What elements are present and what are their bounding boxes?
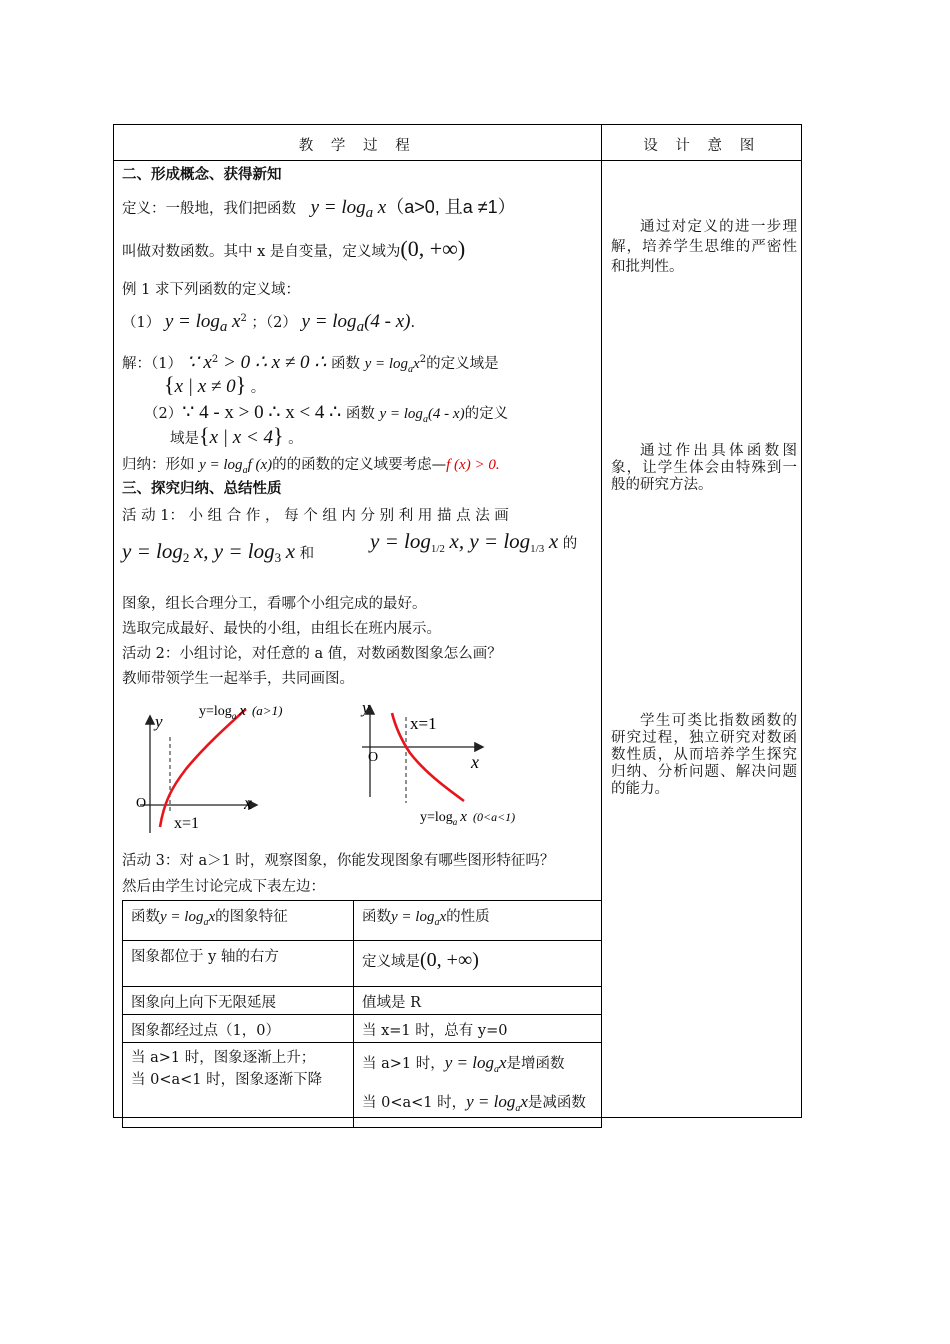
table-header-row [123,901,602,941]
solution1-func-var: x [413,356,420,372]
act1-f2-sub: 3 [274,549,282,565]
table-row [123,1015,602,1043]
activity1-formulas-2 [370,529,577,555]
summary-arg: f (x) [247,457,273,473]
header-design-intent: 设 计 意 图 [643,138,761,154]
graph2-func-base: y=log [420,810,453,825]
header-right-var: x [439,909,447,925]
graph1-func-base: y=log [199,704,232,719]
graph2-line-label: x=1 [410,714,437,733]
solution-label: 解：（1） [122,356,182,372]
brace-close: } [235,372,247,397]
graph1-origin: O [136,796,147,811]
header-right-sub: a [434,916,440,928]
example1-var: x [232,311,241,332]
act1-and: 和 [299,546,315,562]
solution2-math: ∵ 4 - x > 0 ∴ x < 4 ∴ [182,402,342,423]
definition-line [122,193,516,222]
design-note-3: 学生可类比指数函数的研究过程，独立研究对数函数性质，从而培养学生探究归纳、分析问题、解决问题的能力。 [611,713,797,797]
definition-condition: （a>0, 且a ≠1） [386,197,516,217]
graph2-func-var: x [460,809,467,825]
example2-arg: (4 - x) [364,311,411,332]
solution2-func-sub: a [422,413,428,425]
summary-line [122,453,500,476]
last-right2-suffix: 是减函数 [527,1094,586,1111]
last-left-line2: 当 0<a<1 时，图象逐渐下降 [131,1072,323,1088]
activity3-line1: 活动 3：对 a＞1 时，观察图象，你能发现图象有哪些图形特征吗？ [122,853,555,869]
last-right1-suffix: 是增函数 [506,1056,565,1072]
design-note-1: 通过对定义的进一步理解，培养学生思维的严密性和批判性。 [611,219,797,275]
solution1-tail: 的定义域是 [426,356,499,372]
act1-f1-sub: 2 [182,549,190,565]
activity1-line4: 选取完成最好、最快的小组，由组长在班内展示。 [122,621,441,637]
activity3-line2: 然后由学生讨论完成下表左边： [122,879,325,895]
act1-de: 的 [562,536,578,552]
solution1-func-sup: 2 [419,354,427,366]
summary-condition: f (x) > 0. [446,457,500,473]
example2-end: . [410,315,416,331]
act1-f4-sub: 1/3 [530,542,545,555]
example1-sub: a [219,318,228,335]
last-right1-prefix: 当 a>1 时， [362,1056,445,1072]
activity1-line3: 图象，组长合理分工，看哪个小组完成的最好。 [122,596,427,612]
graph2-y-label: y [362,698,370,717]
solution1-rest: > 0 ∴ x ≠ 0 ∴ [218,352,327,373]
graph-log-increasing [126,697,326,837]
header-left-suffix: 的图象特征 [215,909,288,925]
graph2-x-label: x [471,752,479,772]
graph1-func-sub: a [231,711,237,721]
example2-formula: y = log [301,311,357,332]
last-right1-formula: y = log [444,1053,494,1072]
example2-sub: a [356,318,365,335]
table-cell-left: 图象都经过点（1，0） [123,1015,354,1043]
table-row [123,987,602,1015]
act1-f1: y = log [122,539,183,563]
definition-sub: a [365,204,374,221]
solution2-tail: 的定义 [464,406,509,422]
activity1-line1: 活 动 1： 小 组 合 作 ， 每 个 组 内 分 别 利 用 描 点 法 画 [122,508,509,524]
example1-sup: 2 [240,313,247,325]
table-cell-left: 图象向上向下无限延展 [123,987,354,1015]
last-right-line1 [362,1047,599,1086]
design-note-2: 通过作出具体函数图象，让学生体会由特殊到一般的研究方法。 [611,443,797,493]
solution1-set: x | x ≠ 0 [174,376,236,397]
act1-f2-var: x [285,539,296,563]
header-left-var: x [208,909,216,925]
lesson-table [113,124,802,1118]
header-left-formula: y = log [160,909,204,925]
section3-title: 三、探究归纳、总结性质 [122,480,282,497]
solution2-line2 [170,423,303,449]
definition-var: x [377,197,387,218]
solution2-func: y = log [379,406,423,422]
solution1-text: 函数 [330,356,360,372]
example1-formula: y = log [164,311,220,332]
solution2-set: x | x < 4 [209,427,273,448]
activity1-formulas [122,539,314,566]
table-cell-right: 当 x=1 时，总有 y=0 [354,1015,602,1043]
example-functions [122,311,415,336]
table-cell-left [123,1043,354,1128]
solution1-func-sub: a [408,363,414,375]
domain-value: (0, +∞) [400,236,466,261]
last-right1-var: x [499,1053,507,1072]
summary-prefix: 归纳：形如 [122,457,195,473]
graph2-func-cond: (0<a<1) [472,810,516,824]
row0-right-math: (0, +∞) [420,949,479,971]
graph1-x-label: x [244,793,252,813]
definition-formula: y = log [310,197,366,218]
graph1-curve [160,709,246,827]
last-right2-formula: y = log [466,1091,516,1111]
last-right-line2 [362,1086,599,1125]
act1-f3: y = log [370,529,431,553]
example1-label: （1） [122,315,161,331]
last-left-line1: 当 a>1 时，图象逐渐上升； [131,1050,316,1066]
table-cell-right [354,941,602,987]
example-title: 例 1 求下列函数的定义域： [122,282,300,298]
graph1-func-label [199,703,282,721]
row0-right-prefix: 定义域是 [362,954,420,970]
summary-sub: a [242,464,248,476]
graph2-origin: O [368,750,379,765]
summary-formula: y = log [199,457,243,473]
section2-title: 二、形成概念、获得新知 [122,166,282,183]
solution2-line2-text: 域是 [170,431,199,447]
header-left-sub: a [203,916,209,928]
graph1-func-var: x [239,703,246,719]
graph2-func-sub: a [452,817,458,827]
table-row [123,941,602,987]
brace-open-2: { [199,423,210,448]
definition-prefix: 定义：一般地，我们把函数 [122,201,296,217]
solution1-sup: 2 [211,354,219,366]
table-cell-right: 值域是 R [354,987,602,1015]
solution1-line2 [164,372,265,398]
solution1-math: ∵ x [186,352,212,373]
table-row [123,1043,602,1128]
last-right2-sub: a [515,1102,521,1114]
last-right2-var: x [520,1091,528,1111]
activity2-line2: 教师带领学生一起举手，共同画图。 [122,671,354,687]
last-right2-prefix: 当 0<a<1 时， [362,1094,467,1111]
solution2-line1 [144,401,508,425]
solution2-func-arg: (4 - x) [427,406,465,422]
last-right1-sub: a [494,1063,499,1075]
header-left-prefix: 函数 [131,909,160,925]
graph-log-decreasing [352,697,557,837]
activity2-line1: 活动 2：小组讨论，对任意的 a 值，对数函数图象怎么画？ [122,646,502,662]
solution2-end: 。 [288,431,303,447]
header-divider [114,160,801,161]
table-header-right [354,901,602,941]
solution2-label: （2） [144,406,183,422]
header-right-prefix: 函数 [362,909,391,925]
graph1-line-label: x=1 [174,815,200,832]
properties-table [122,900,602,1128]
act1-f4-var: x [548,529,559,553]
act1-f3-sub: 1/2 [430,542,445,555]
definition-line2 [122,236,465,262]
table-header-left [123,901,354,941]
table-cell-left: 图象都位于 y 轴的右方 [123,941,354,987]
header-right-suffix: 的性质 [446,909,490,925]
example-separator: ；（2） [251,315,297,331]
definition-text: 叫做对数函数。其中 x 是自变量，定义域为 [122,244,401,260]
graph1-func-cond: (a>1) [251,703,283,718]
summary-mid: 的的函数的定义域要考虑— [272,457,447,473]
solution1-func: y = log [364,356,409,372]
solution1-end: 。 [250,380,266,396]
act1-f3-var: x, y = log [449,529,531,553]
brace-open: { [164,372,175,397]
brace-close-2: } [272,423,284,448]
act1-f1-var: x, y = log [193,539,275,563]
header-right-formula: y = log [391,909,435,925]
graph1-y-label: y [155,712,163,731]
table-cell-right [354,1043,602,1128]
graph2-func-label [420,809,515,827]
solution2-text: 函数 [345,406,375,422]
header-teaching-process: 教 学 过 程 [298,138,417,154]
